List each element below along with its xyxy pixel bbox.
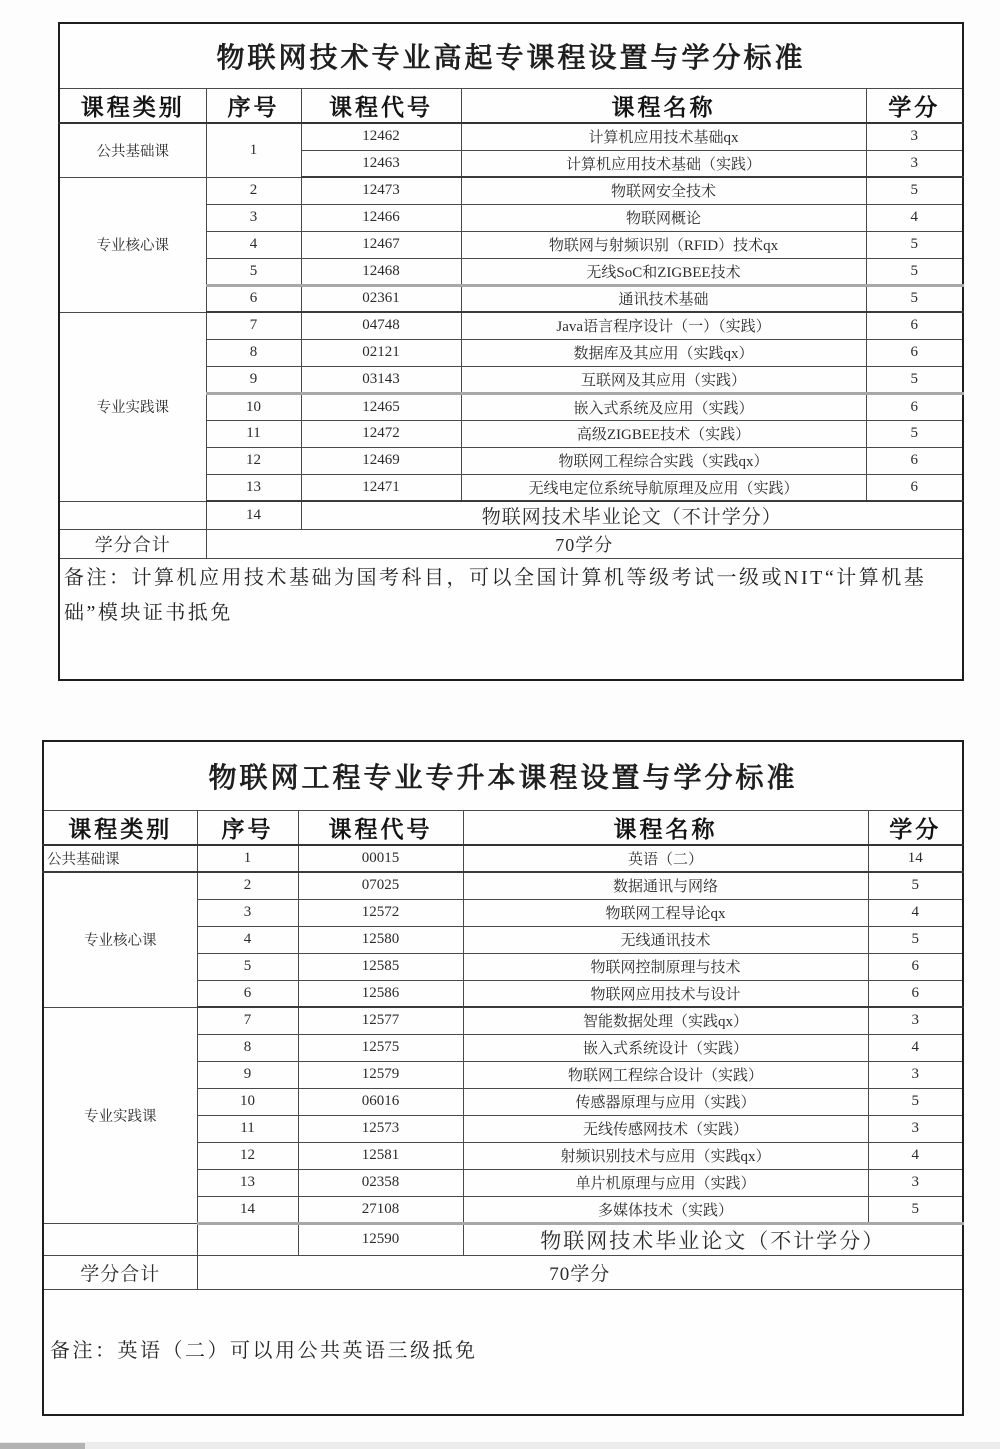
seq-cell: 13 — [206, 474, 301, 501]
course-name-cell: 物联网与射频识别（RFID）技术qx — [461, 231, 866, 258]
course-name-cell: 物联网应用技术与设计 — [463, 980, 868, 1007]
course-name-cell: 高级ZIGBEE技术（实践） — [461, 420, 866, 447]
gaoqizhuan-course-table — [58, 22, 964, 681]
credit-cell: 5 — [868, 1088, 963, 1115]
credit-cell: 3 — [868, 1007, 963, 1034]
seq-cell: 10 — [197, 1088, 298, 1115]
total-row — [59, 530, 963, 559]
course-code-cell: 12586 — [298, 980, 463, 1007]
course-name-cell: 嵌入式系统设计（实践） — [463, 1034, 868, 1061]
credit-cell: 6 — [866, 339, 963, 366]
category-cell — [59, 501, 206, 530]
seq-cell: 9 — [197, 1061, 298, 1088]
course-code-cell: 12580 — [298, 926, 463, 953]
course-code-cell: 02358 — [298, 1169, 463, 1196]
course-name-cell: 物联网概论 — [461, 204, 866, 231]
credit-cell: 4 — [868, 899, 963, 926]
seq-cell: 10 — [206, 393, 301, 420]
category-cell: 专业实践课 — [59, 312, 206, 501]
credit-cell: 6 — [866, 312, 963, 339]
credit-cell: 4 — [866, 204, 963, 231]
total-value: 70学分 — [197, 1255, 963, 1289]
header-course-code: 课程代号 — [298, 811, 463, 846]
note-text: 备注：英语（二）可以用公共英语三级抵免 — [43, 1289, 963, 1415]
course-name-cell: 物联网工程综合实践（实践qx） — [461, 447, 866, 474]
course-row — [43, 1223, 963, 1255]
category-cell: 公共基础课 — [43, 845, 197, 872]
course-code-cell: 12590 — [298, 1223, 463, 1255]
course-name-cell: 物联网工程导论qx — [463, 899, 868, 926]
course-name-cell: 无线电定位系统导航原理及应用（实践） — [461, 474, 866, 501]
header-course-category: 课程类别 — [59, 89, 206, 124]
seq-cell: 3 — [206, 204, 301, 231]
course-code-cell: 12573 — [298, 1115, 463, 1142]
table-title-row — [59, 23, 963, 89]
course-name-cell: 物联网工程综合设计（实践） — [463, 1061, 868, 1088]
credit-cell: 4 — [868, 1034, 963, 1061]
course-row — [43, 1007, 963, 1034]
category-cell: 专业实践课 — [43, 1007, 197, 1223]
seq-cell: 7 — [197, 1007, 298, 1034]
table-title: 物联网工程专业专升本课程设置与学分标准 — [43, 741, 963, 811]
seq-cell: 6 — [197, 980, 298, 1007]
credit-cell: 5 — [866, 285, 963, 312]
seq-cell: 9 — [206, 366, 301, 393]
header-credit: 学分 — [868, 811, 963, 846]
category-cell — [43, 1223, 197, 1255]
credit-cell: 5 — [868, 926, 963, 953]
total-label: 学分合计 — [43, 1255, 197, 1289]
seq-cell: 12 — [206, 447, 301, 474]
note-row — [43, 1289, 963, 1415]
category-cell: 公共基础课 — [59, 123, 206, 177]
course-name-cell: 英语（二） — [463, 845, 868, 872]
course-name-cell: 无线SoC和ZIGBEE技术 — [461, 258, 866, 285]
credit-cell: 4 — [868, 1142, 963, 1169]
credit-cell: 6 — [866, 474, 963, 501]
category-cell: 专业核心课 — [43, 872, 197, 1007]
course-code-cell: 12585 — [298, 953, 463, 980]
seq-cell: 2 — [206, 177, 301, 204]
seq-cell: 14 — [206, 501, 301, 530]
course-row — [43, 872, 963, 899]
total-value: 70学分 — [206, 530, 963, 559]
table-footer — [43, 1255, 963, 1415]
course-code-cell: 12463 — [301, 150, 461, 177]
credit-cell: 5 — [866, 231, 963, 258]
course-code-cell: 03143 — [301, 366, 461, 393]
header-course-name: 课程名称 — [461, 89, 866, 124]
course-row — [59, 177, 963, 204]
seq-cell: 1 — [206, 123, 301, 177]
credit-cell: 14 — [868, 845, 963, 872]
course-code-cell: 12572 — [298, 899, 463, 926]
credit-cell: 5 — [866, 177, 963, 204]
header-course-name: 课程名称 — [463, 811, 868, 846]
credit-cell: 5 — [868, 872, 963, 899]
course-name-cell: 射频识别技术与应用（实践qx） — [463, 1142, 868, 1169]
seq-cell: 5 — [197, 953, 298, 980]
bottom-gray-strip — [0, 1442, 1000, 1449]
seq-cell: 8 — [197, 1034, 298, 1061]
seq-cell: 6 — [206, 285, 301, 312]
course-code-cell: 12472 — [301, 420, 461, 447]
credit-cell: 5 — [866, 420, 963, 447]
credit-cell: 3 — [866, 150, 963, 177]
course-name-cell: 通讯技术基础 — [461, 285, 866, 312]
seq-cell: 1 — [197, 845, 298, 872]
course-code-cell: 12467 — [301, 231, 461, 258]
note-text: 备注：计算机应用技术基础为国考科目，可以全国计算机等级考试一级或NIT“计算机基础”模块证书抵免 — [59, 559, 963, 681]
course-row — [59, 312, 963, 339]
course-code-cell: 12462 — [301, 123, 461, 150]
course-name-cell: 数据通讯与网络 — [463, 872, 868, 899]
course-name-cell: 单片机原理与应用（实践） — [463, 1169, 868, 1196]
seq-cell: 12 — [197, 1142, 298, 1169]
course-code-cell: 12581 — [298, 1142, 463, 1169]
course-code-cell: 06016 — [298, 1088, 463, 1115]
header-seq: 序号 — [206, 89, 301, 124]
course-row — [59, 123, 963, 150]
credit-cell: 6 — [866, 393, 963, 420]
course-code-cell: 12468 — [301, 258, 461, 285]
category-cell: 专业核心课 — [59, 177, 206, 312]
course-code-cell: 12473 — [301, 177, 461, 204]
seq-cell: 5 — [206, 258, 301, 285]
course-row — [59, 501, 963, 530]
bottom-left-gray-block — [0, 1443, 85, 1449]
seq-cell: 11 — [206, 420, 301, 447]
seq-cell: 8 — [206, 339, 301, 366]
course-code-cell: 27108 — [298, 1196, 463, 1223]
seq-cell: 3 — [197, 899, 298, 926]
credit-cell: 5 — [868, 1196, 963, 1223]
credit-cell: 6 — [868, 980, 963, 1007]
course-code-cell: 07025 — [298, 872, 463, 899]
course-name-cell: 计算机应用技术基础qx — [461, 123, 866, 150]
table-header-row — [43, 811, 963, 846]
course-code-cell: 12466 — [301, 204, 461, 231]
course-name-cell: 互联网及其应用（实践） — [461, 366, 866, 393]
header-seq: 序号 — [197, 811, 298, 846]
seq-cell: 13 — [197, 1169, 298, 1196]
course-name-cell: 无线传感网技术（实践） — [463, 1115, 868, 1142]
course-name-cell: 传感器原理与应用（实践） — [463, 1088, 868, 1115]
zhuanshengben-course-table — [42, 740, 964, 1416]
course-code-cell: 12579 — [298, 1061, 463, 1088]
course-name-cell: 物联网安全技术 — [461, 177, 866, 204]
credit-cell: 5 — [866, 258, 963, 285]
table-title: 物联网技术专业高起专课程设置与学分标准 — [59, 23, 963, 89]
course-code-cell: 02361 — [301, 285, 461, 312]
course-code-cell: 12469 — [301, 447, 461, 474]
course-name-cell: Java语言程序设计（一）（实践） — [461, 312, 866, 339]
course-name-cell: 无线通讯技术 — [463, 926, 868, 953]
total-row — [43, 1255, 963, 1289]
table-footer — [59, 530, 963, 681]
course-code-cell: 12575 — [298, 1034, 463, 1061]
credit-cell: 3 — [866, 123, 963, 150]
credit-cell: 3 — [868, 1169, 963, 1196]
credit-cell: 5 — [866, 366, 963, 393]
seq-cell — [197, 1223, 298, 1255]
course-code-cell: 00015 — [298, 845, 463, 872]
course-name-cell: 数据库及其应用（实践qx） — [461, 339, 866, 366]
course-name-cell: 嵌入式系统及应用（实践） — [461, 393, 866, 420]
course-code-cell: 02121 — [301, 339, 461, 366]
header-credit: 学分 — [866, 89, 963, 124]
course-row — [43, 845, 963, 872]
table-header-row — [59, 89, 963, 124]
seq-cell: 4 — [206, 231, 301, 258]
credit-cell: 3 — [868, 1115, 963, 1142]
seq-cell: 14 — [197, 1196, 298, 1223]
course-name-cell: 计算机应用技术基础（实践） — [461, 150, 866, 177]
seq-cell: 4 — [197, 926, 298, 953]
course-name-cell: 智能数据处理（实践qx） — [463, 1007, 868, 1034]
header-course-code: 课程代号 — [301, 89, 461, 124]
seq-cell: 11 — [197, 1115, 298, 1142]
thesis-cell: 物联网技术毕业论文（不计学分） — [463, 1223, 963, 1255]
course-code-cell: 04748 — [301, 312, 461, 339]
header-course-category: 课程类别 — [43, 811, 197, 846]
table-title-row — [43, 741, 963, 811]
course-code-cell: 12577 — [298, 1007, 463, 1034]
course-code-cell: 12471 — [301, 474, 461, 501]
note-row — [59, 559, 963, 681]
seq-cell: 7 — [206, 312, 301, 339]
credit-cell: 6 — [866, 447, 963, 474]
course-name-cell: 多媒体技术（实践） — [463, 1196, 868, 1223]
seq-cell: 2 — [197, 872, 298, 899]
course-code-cell: 12465 — [301, 393, 461, 420]
course-name-cell: 物联网控制原理与技术 — [463, 953, 868, 980]
credit-cell: 3 — [868, 1061, 963, 1088]
total-label: 学分合计 — [59, 530, 206, 559]
thesis-cell: 物联网技术毕业论文（不计学分） — [301, 501, 963, 530]
credit-cell: 6 — [868, 953, 963, 980]
